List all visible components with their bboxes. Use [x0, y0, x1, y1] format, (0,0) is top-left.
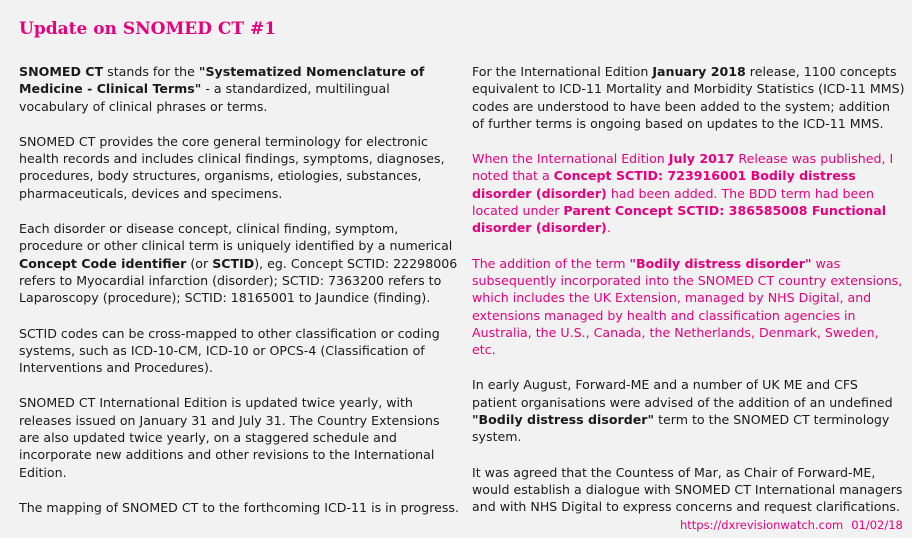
page-title: Update on SNOMED CT #1 — [19, 19, 277, 39]
country-extensions-paragraph — [472, 255, 906, 359]
bold-term: "Bodily distress disorder" — [629, 255, 812, 271]
bold-term: July 2017 — [668, 151, 735, 167]
bold-term: January 2018 — [652, 64, 746, 79]
text-run: had been added. The BDD term had been located under — [472, 185, 874, 219]
concept-code-paragraph — [19, 220, 459, 306]
bold-term: "Bodily distress disorder" — [472, 412, 655, 428]
text-run: For the International Edition — [472, 64, 653, 79]
dialogue-paragraph: It was agreed that the Countess of Mar, as Chair of Forward-ME, would establish a dialogue with SNOMED CT International managers and with NHS Digital to express concerns and request clarifications. — [472, 464, 903, 515]
january-2018-paragraph — [472, 63, 906, 132]
text-run: . — [606, 220, 611, 236]
text-run: term to the SNOMED CT terminology system. — [472, 412, 890, 445]
july-2017-paragraph — [472, 150, 906, 236]
bold-term: Concept SCTID: 723916001 Bodily distress disorder (disorder) — [472, 168, 856, 201]
footer-date: 01/02/18 — [851, 518, 903, 532]
left-column — [19, 63, 459, 534]
text-run: When the International Edition — [472, 151, 669, 167]
release-schedule-paragraph: SNOMED CT International Edition is updated twice yearly, with releases issued on January 31 and July 31. The Country Extensions are also updated twice yearly, on a staggered schedule and incorporate new additions and other revisions to the International Edition. — [19, 395, 440, 480]
text-run: - a standardized, multilingual vocabulary of clinical phrases or terms. — [19, 81, 390, 114]
bold-term: SNOMED CT — [19, 64, 104, 79]
text-run: The addition of the term — [472, 255, 630, 271]
cross-mapping-paragraph: SCTID codes can be cross-mapped to other classification or coding systems, such as ICD-10-CM, ICD-10 or OPCS-4 (Classification of Interventions and Procedures). — [19, 325, 440, 376]
text-run: was subsequently incorporated into the SNOMED CT country extensions, which includes the UK Extension, managed by NHS Digital, and extensions managed by health and classification agencies in Australia, the U.S., Canada, the Netherlands, Denmark, Sweden, etc. — [472, 255, 903, 358]
right-column — [472, 63, 906, 534]
bold-term: Concept Code identifier — [19, 255, 187, 271]
text-run: release, 1100 concepts equivalent to ICD-11 Mortality and Morbidity Statistics (ICD-11 MMS) codes are understood to have been added to the system; addition of further terms is ongoing based on updates to the ICD-11 MMS. — [472, 64, 905, 131]
forward-me-paragraph — [472, 376, 906, 445]
footer — [680, 517, 903, 534]
bold-term: "Systematized Nomenclature of Medicine - Clinical Terms" — [19, 64, 425, 97]
text-run: Each disorder or disease concept, clinical finding, symptom, procedure or other clinical term is uniquely identified by a numerical — [19, 221, 453, 254]
source-url: https://dxrevisionwatch.com — [680, 518, 844, 532]
text-run: stands for the — [103, 64, 199, 79]
text-run: (or — [186, 255, 213, 271]
text-run: Release was published, I noted that a — [472, 151, 894, 184]
snomed-definition-paragraph — [19, 63, 459, 115]
bold-term: Parent Concept SCTID: 386585008 Functional disorder (disorder) — [472, 203, 887, 236]
text-run: In early August, Forward-ME and a number of UK ME and CFS patient organisations were advised of the addition of an undefined — [472, 377, 893, 410]
core-terminology-paragraph: SNOMED CT provides the core general terminology for electronic health records and includes clinical findings, symptoms, diagnoses, procedures, body structures, organisms, etiologies, substances, pharmaceuticals, devices and specimens. — [19, 133, 445, 201]
icd11-mapping-paragraph: The mapping of SNOMED CT to the forthcoming ICD-11 is in progress. — [19, 499, 459, 515]
bold-term: SCTID — [212, 255, 255, 271]
text-run: ), eg. Concept SCTID: 22298006 refers to Myocardial infarction (disorder); SCTID: 7363200 refers to Laparoscopy (procedure); SCTID: 18165001 to Jaundice (finding). — [19, 255, 458, 306]
